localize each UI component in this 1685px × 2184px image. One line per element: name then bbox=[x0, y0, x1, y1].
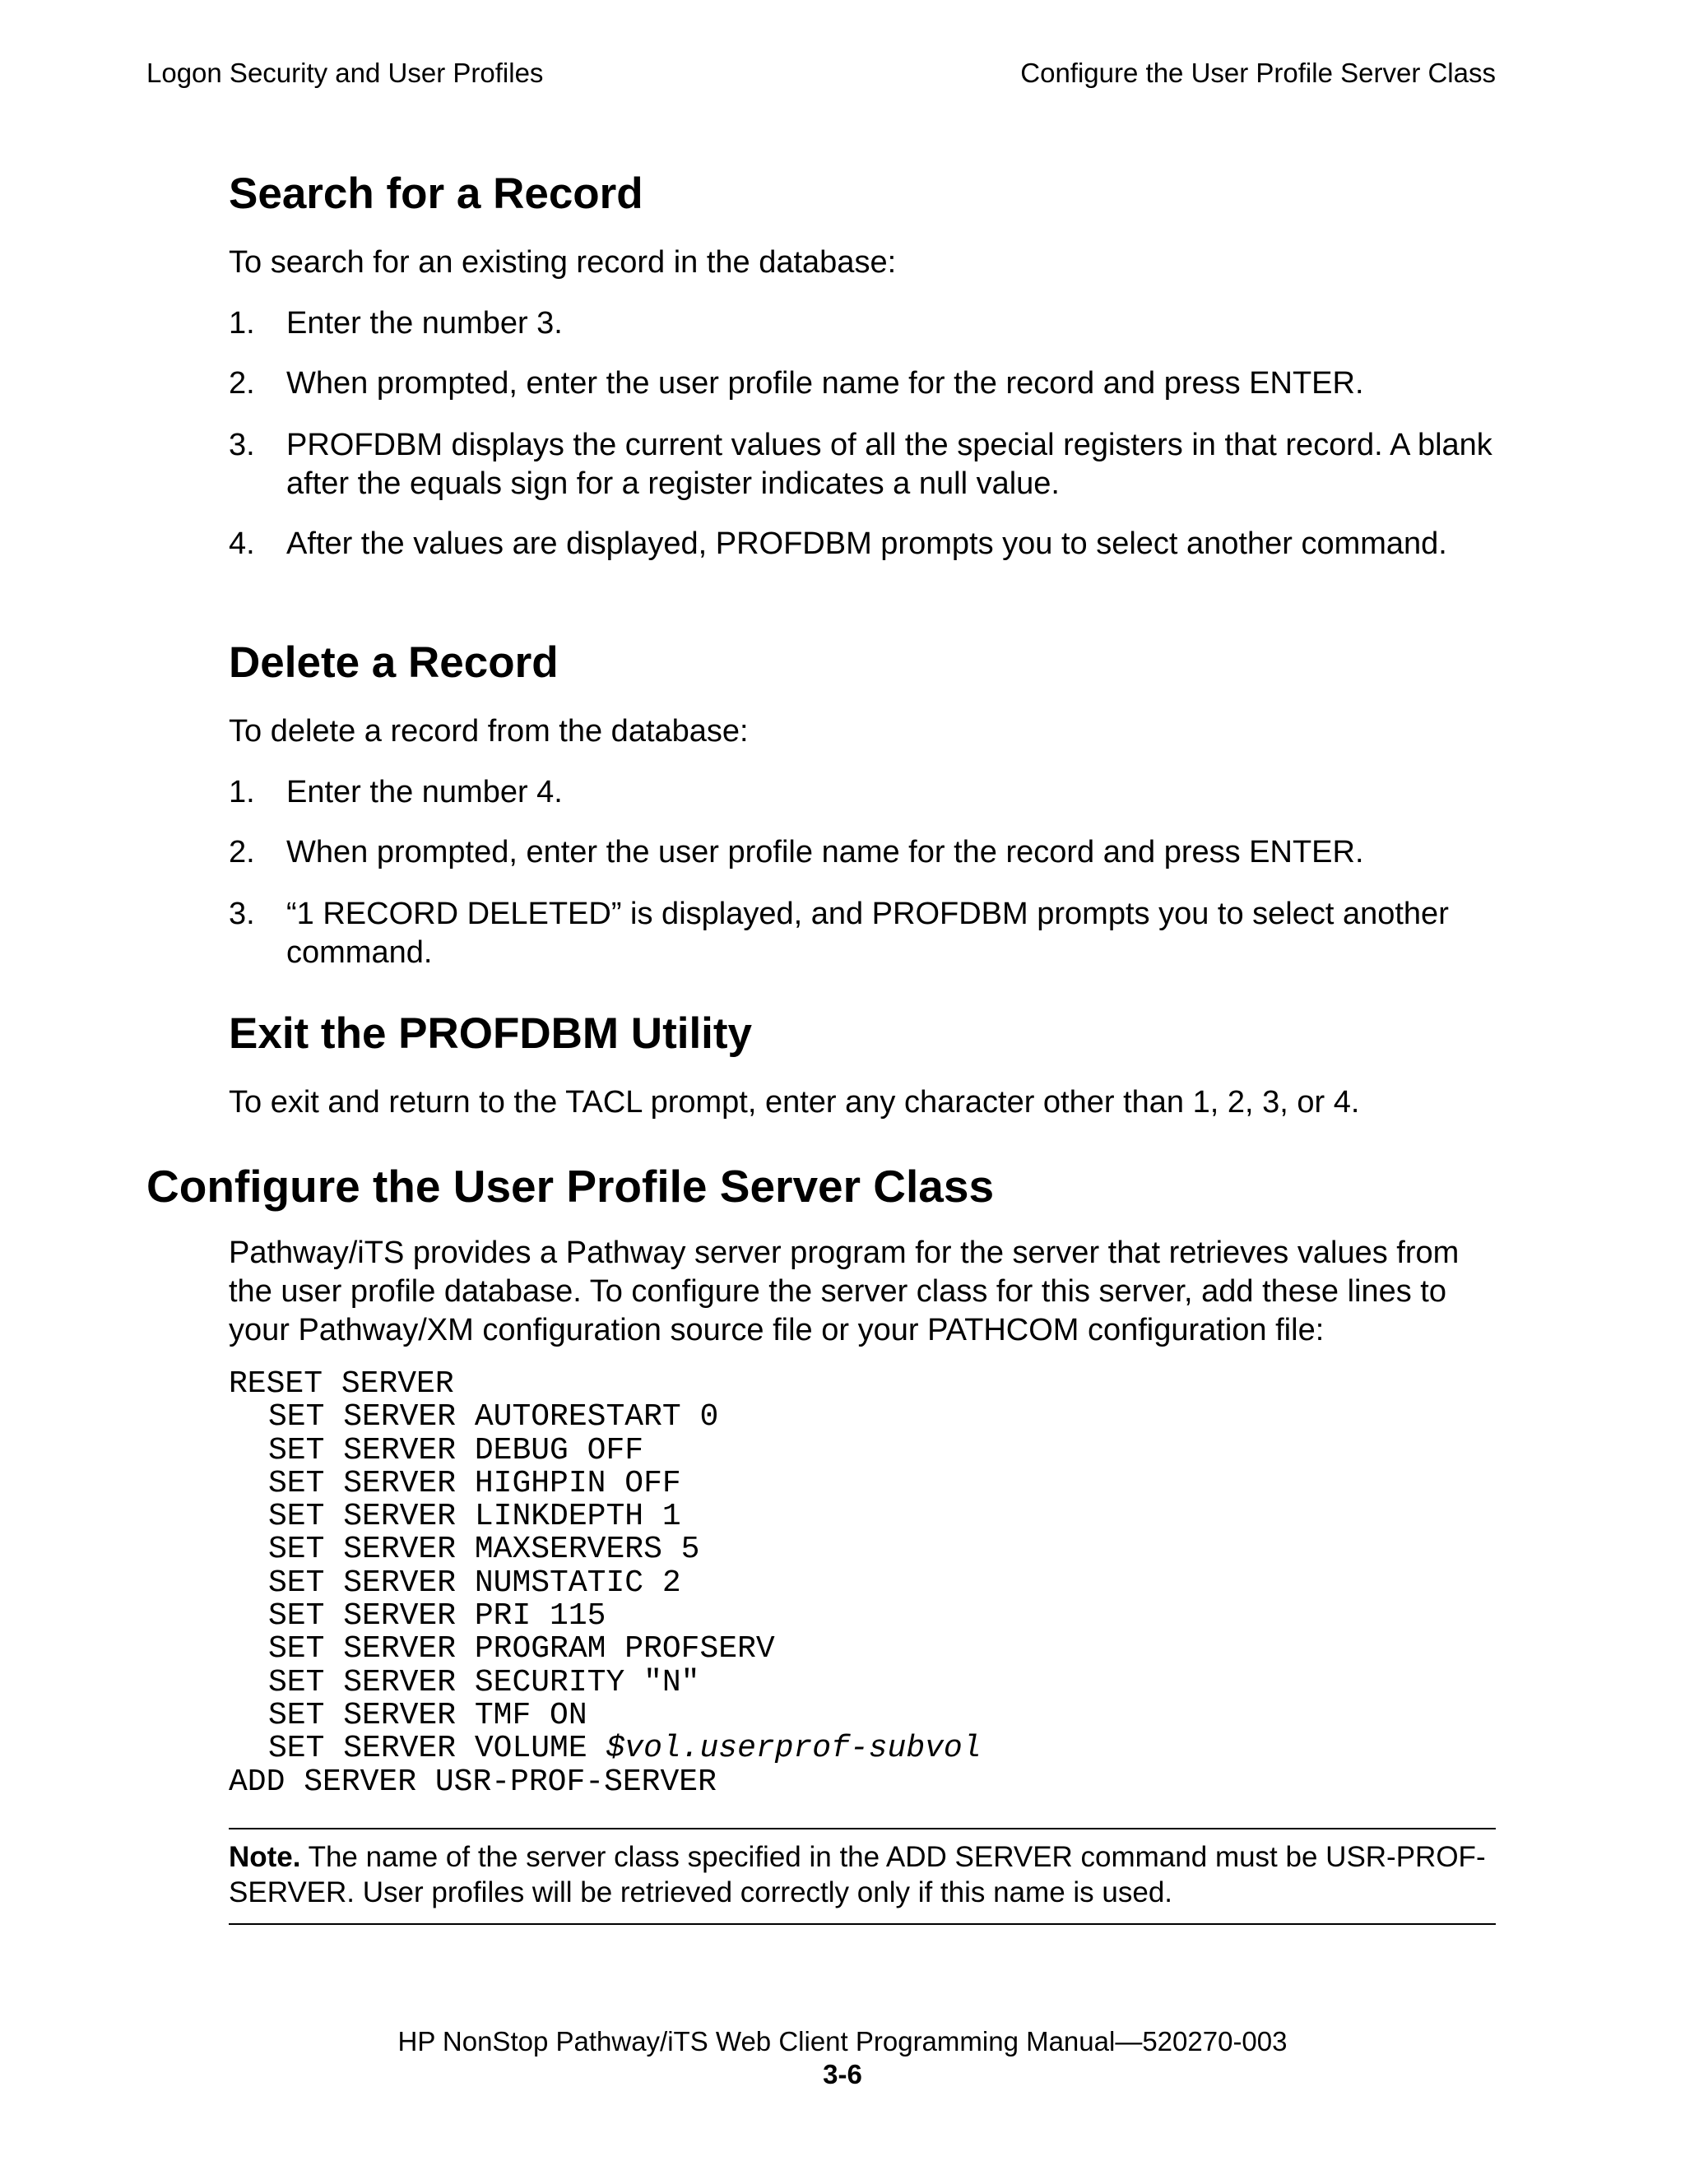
code-line: SET SERVER PROGRAM PROFSERV bbox=[268, 1631, 775, 1667]
exit-text: To exit and return to the TACL prompt, enter any character other than 1, 2, 3, or 4. bbox=[229, 1085, 1360, 1120]
header-right: Configure the User Profile Server Class bbox=[1020, 58, 1496, 88]
step-number: 3. bbox=[229, 428, 255, 462]
step-text: When prompted, enter the user profile name for the record and press ENTER. bbox=[286, 835, 1364, 869]
configure-heading: Configure the User Profile Server Class bbox=[146, 1161, 995, 1212]
step-text: Enter the number 3. bbox=[286, 306, 563, 341]
delete-intro: To delete a record from the database: bbox=[229, 714, 749, 749]
step-number: 3. bbox=[229, 897, 255, 931]
step-text: After the values are displayed, PROFDBM prompts you to select another command. bbox=[286, 526, 1447, 561]
delete-step-2 bbox=[229, 833, 1496, 872]
code-block bbox=[229, 1368, 982, 1799]
code-line: SET SERVER SECURITY "N" bbox=[268, 1664, 700, 1700]
step-number: 2. bbox=[229, 366, 255, 401]
delete-step-1 bbox=[229, 773, 1496, 812]
footer-title: HP NonStop Pathway/iTS Web Client Programming Manual—520270-003 bbox=[397, 2026, 1288, 2056]
code-line: SET SERVER TMF ON bbox=[268, 1697, 587, 1733]
search-intro: To search for an existing record in the database: bbox=[229, 245, 897, 280]
code-line: SET SERVER LINKDEPTH 1 bbox=[268, 1499, 681, 1535]
code-line: SET SERVER AUTORESTART 0 bbox=[268, 1399, 719, 1435]
note-label: Note. bbox=[229, 1841, 301, 1873]
step-number: 2. bbox=[229, 835, 255, 869]
code-line: SET SERVER HIGHPIN OFF bbox=[268, 1465, 681, 1501]
code-volume-variable: $vol.userprof-subvol bbox=[606, 1731, 982, 1767]
page-footer bbox=[0, 2026, 1685, 2090]
step-number: 1. bbox=[229, 775, 255, 809]
step-text: “1 RECORD DELETED” is displayed, and PROFDBM prompts you to select another command. bbox=[286, 897, 1449, 970]
code-line: SET SERVER MAXSERVERS 5 bbox=[268, 1532, 700, 1568]
code-line: SET SERVER NUMSTATIC 2 bbox=[268, 1565, 681, 1601]
delete-heading: Delete a Record bbox=[229, 638, 559, 687]
configure-text: Pathway/iTS provides a Pathway server program for the server that retrieves values from the user profile database. To configure the server class for this server, add these lines to your Pathway/XM configuration source file or your PATHCOM configuration file: bbox=[229, 1236, 1460, 1347]
search-heading: Search for a Record bbox=[229, 169, 643, 218]
code-line: SET SERVER PRI 115 bbox=[268, 1598, 606, 1635]
header-left: Logon Security and User Profiles bbox=[146, 58, 544, 88]
note-text: The name of the server class specified in the ADD SERVER command must be USR-PROF-SERVER. User profiles will be retrieved correctly only if this name is used. bbox=[229, 1841, 1486, 1908]
code-line: SET SERVER DEBUG OFF bbox=[268, 1432, 644, 1468]
running-header bbox=[146, 58, 1496, 89]
step-text: Enter the number 4. bbox=[286, 775, 563, 809]
code-line: ADD SERVER USR-PROF-SERVER bbox=[229, 1764, 717, 1800]
search-step-3 bbox=[229, 426, 1496, 503]
delete-step-3 bbox=[229, 895, 1496, 972]
step-number: 4. bbox=[229, 526, 255, 561]
step-number: 1. bbox=[229, 306, 255, 341]
page-number: 3-6 bbox=[823, 2059, 862, 2089]
code-volume-prefix: SET SERVER VOLUME bbox=[268, 1731, 606, 1767]
note-box bbox=[229, 1828, 1496, 1925]
step-text: PROFDBM displays the current values of all the special registers in that record. A blank after the equals sign for a register indicates a null value. bbox=[286, 428, 1492, 501]
exit-heading: Exit the PROFDBM Utility bbox=[229, 1009, 753, 1058]
search-step-4 bbox=[229, 525, 1496, 563]
step-text: When prompted, enter the user profile name for the record and press ENTER. bbox=[286, 366, 1364, 401]
search-step-1 bbox=[229, 304, 1496, 343]
code-line-volume bbox=[229, 1732, 982, 1765]
code-line: RESET SERVER bbox=[229, 1366, 454, 1402]
search-step-2 bbox=[229, 364, 1496, 403]
